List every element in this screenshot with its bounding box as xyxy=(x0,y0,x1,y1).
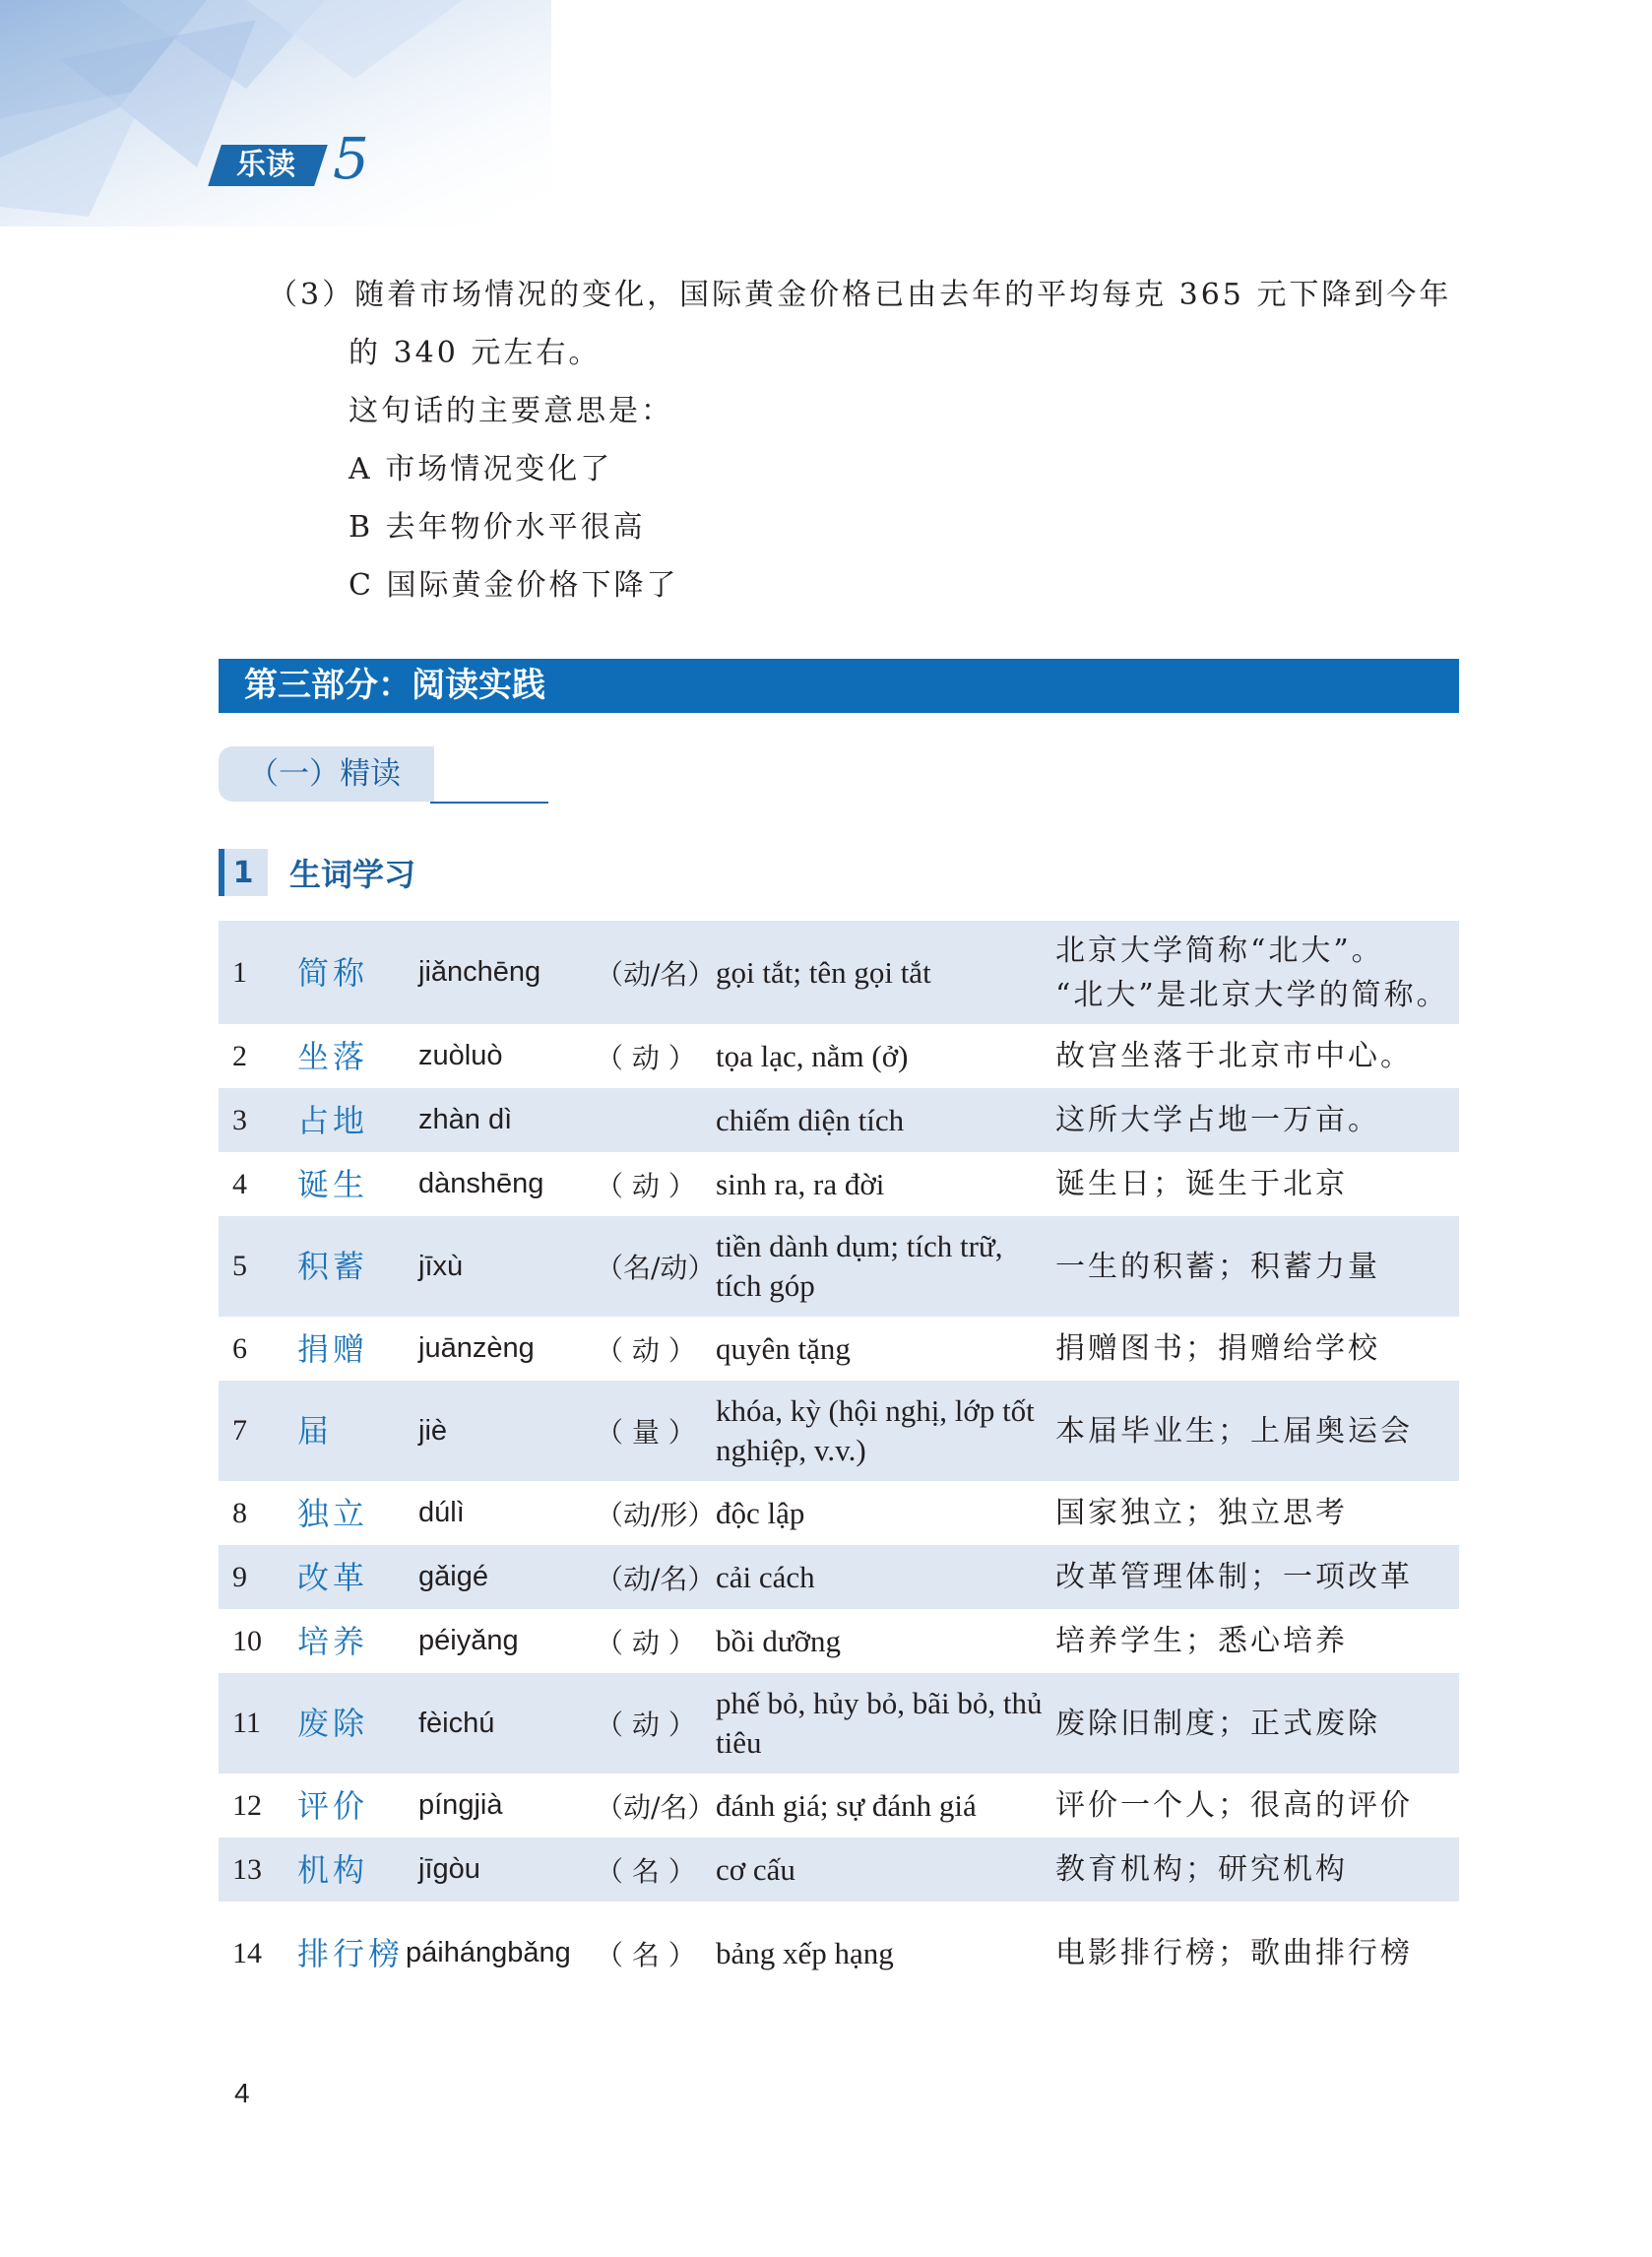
vocab-meaning: bồi dưỡng xyxy=(716,1623,842,1658)
vocab-row xyxy=(219,1545,1459,1609)
vocab-num: 3 xyxy=(232,1103,247,1136)
question-line-1 xyxy=(268,266,1479,324)
vocab-num: 14 xyxy=(232,1936,262,1969)
vocab-num: 1 xyxy=(232,955,247,989)
vocab-pos: （ 动 ） xyxy=(596,1041,696,1074)
heading-title: 生词学习 xyxy=(289,856,416,893)
section-title: 第三部分：阅读实践 xyxy=(219,659,1459,713)
vocab-word: 诞生 xyxy=(297,1165,369,1203)
vocab-num: 11 xyxy=(232,1707,261,1739)
vocab-pos: （ 量 ） xyxy=(596,1416,696,1449)
vocab-meaning: cải cách xyxy=(716,1559,815,1594)
vocab-meaning: cơ cấu xyxy=(716,1851,795,1887)
vocab-word: 简称 xyxy=(297,953,369,992)
vocab-table xyxy=(219,921,1459,2005)
vocab-example: 培养学生；悉心培养 xyxy=(1055,1624,1348,1658)
vocab-meaning: quyên tặng xyxy=(716,1330,851,1366)
page-number: 4 xyxy=(234,2078,250,2108)
question-number: （3） xyxy=(268,278,355,312)
vocab-word: 坐落 xyxy=(297,1037,369,1075)
question-block xyxy=(268,266,1479,614)
vocab-row xyxy=(219,1381,1459,1481)
vocab-pinyin: páihángbǎng xyxy=(406,1937,571,1968)
vocab-pos: （名/动） xyxy=(596,1252,716,1284)
vocab-row xyxy=(219,921,1459,1024)
vocab-word: 评价 xyxy=(297,1786,369,1825)
vocab-pinyin: zuòluò xyxy=(418,1040,503,1071)
vocab-num: 4 xyxy=(232,1167,247,1200)
vocab-num: 2 xyxy=(232,1039,247,1072)
vocab-pinyin: dànshēng xyxy=(418,1168,544,1199)
vocab-word: 独立 xyxy=(297,1494,369,1532)
vocab-num: 6 xyxy=(232,1331,247,1365)
vocab-example: 电影排行榜；歌曲排行榜 xyxy=(1055,1936,1413,1970)
corner-decoration xyxy=(0,0,551,226)
vocab-row xyxy=(219,1317,1459,1381)
vocab-example: 国家独立；独立思考 xyxy=(1055,1496,1348,1530)
vocab-pinyin: péiyǎng xyxy=(418,1625,519,1656)
vocab-word: 改革 xyxy=(297,1558,369,1596)
vocab-pos: （ 动 ） xyxy=(596,1626,696,1659)
vocab-word: 废除 xyxy=(297,1705,369,1742)
vocab-pinyin: juānzèng xyxy=(418,1332,535,1364)
vocab-meaning: phế bỏ, hủy bỏ, bãi bỏ, thủ tiêu xyxy=(716,1686,1043,1760)
vocab-row xyxy=(219,1609,1459,1673)
option-a: A 市场情况变化了 xyxy=(349,452,613,486)
vocab-num: 10 xyxy=(232,1624,262,1657)
vocab-row xyxy=(219,1902,1459,2005)
vocab-heading xyxy=(219,849,415,896)
vocab-word: 培养 xyxy=(297,1622,369,1660)
subsection-underline xyxy=(430,802,548,804)
vocab-pos: （ 动 ） xyxy=(596,1709,696,1741)
vocab-pos: （ 动 ） xyxy=(596,1333,696,1367)
vocab-row xyxy=(219,1152,1459,1216)
vocab-pinyin: jīxù xyxy=(418,1250,464,1282)
vocab-row xyxy=(219,1088,1459,1152)
vocab-word: 机构 xyxy=(297,1850,369,1889)
vocab-example: 评价一个人；很高的评价 xyxy=(1055,1788,1413,1823)
vocab-pos: （动/名） xyxy=(596,1790,716,1824)
vocab-pinyin: jīgòu xyxy=(418,1853,480,1885)
vocab-example: 捐赠图书；捐赠给学校 xyxy=(1055,1331,1380,1366)
vocab-meaning: sinh ra, ra đời xyxy=(716,1166,885,1201)
vocab-meaning: tiền dành dụm; tích trữ, tích góp xyxy=(716,1229,1003,1303)
vocab-pos: （ 动 ） xyxy=(596,1169,696,1202)
vocab-meaning: chiếm diện tích xyxy=(716,1102,905,1137)
vocab-num: 5 xyxy=(232,1250,247,1282)
vocab-example: 一生的积蓄；积蓄力量 xyxy=(1055,1249,1380,1284)
question-prompt: 这句话的主要意思是： xyxy=(349,394,673,428)
chapter-tag xyxy=(215,125,369,192)
option-c: C 国际黄金价格下降了 xyxy=(349,568,679,603)
vocab-pinyin: jiè xyxy=(418,1414,448,1447)
vocab-example xyxy=(1055,929,1459,1017)
vocab-row xyxy=(219,1481,1459,1545)
subsection-heading xyxy=(219,746,434,802)
chapter-number: 5 xyxy=(333,125,369,192)
vocab-pos: （动/名） xyxy=(596,1562,716,1595)
vocab-example: 教育机构；研究机构 xyxy=(1055,1852,1348,1887)
vocab-pinyin: gǎigé xyxy=(418,1561,488,1592)
vocab-row xyxy=(219,1773,1459,1838)
vocab-pos: （ 名 ） xyxy=(596,1938,696,1971)
vocab-pinyin: fèichú xyxy=(418,1707,495,1739)
chapter-label-pill xyxy=(208,145,328,186)
vocab-pos: （ 名 ） xyxy=(596,1854,696,1888)
vocab-example-line: 北京大学简称“北大”。 xyxy=(1055,933,1384,968)
vocab-example: 本届毕业生；上届奥运会 xyxy=(1055,1413,1413,1449)
vocab-num: 7 xyxy=(232,1414,247,1447)
subsection-title: （一）精读 xyxy=(219,746,434,802)
vocab-pinyin: zhàn dì xyxy=(418,1104,513,1135)
vocab-word: 捐赠 xyxy=(297,1329,369,1368)
vocab-num: 12 xyxy=(232,1788,262,1822)
question-text-1: 随着市场情况的变化，国际黄金价格已由去年的平均每克 365 元下降到今年 xyxy=(354,278,1452,312)
vocab-row xyxy=(219,1838,1459,1902)
vocab-example: 诞生日；诞生于北京 xyxy=(1055,1167,1348,1201)
vocab-example: 改革管理体制；一项改革 xyxy=(1055,1560,1413,1594)
question-text-2: 的 340 元左右。 xyxy=(349,336,602,370)
vocab-word: 占地 xyxy=(297,1101,369,1139)
heading-number: 1 xyxy=(219,849,268,896)
vocab-meaning: bảng xếp hạng xyxy=(716,1935,894,1970)
vocab-row xyxy=(219,1216,1459,1317)
vocab-row xyxy=(219,1673,1459,1773)
vocab-pinyin: dúlì xyxy=(418,1497,465,1528)
vocab-pinyin: píngjià xyxy=(418,1789,503,1821)
vocab-pos: （动/名） xyxy=(596,957,716,991)
vocab-num: 9 xyxy=(232,1560,247,1593)
vocab-meaning: tọa lạc, nằm (ở) xyxy=(716,1038,909,1073)
vocab-example-line: “北大”是北京大学的简称。 xyxy=(1055,977,1449,1012)
vocab-pos: （动/形） xyxy=(596,1498,716,1531)
option-b: B 去年物价水平很高 xyxy=(349,510,646,545)
vocab-word: 积蓄 xyxy=(297,1248,369,1285)
vocab-pinyin: jiǎnchēng xyxy=(418,956,541,988)
chapter-label: 乐读 xyxy=(236,148,295,182)
vocab-num: 8 xyxy=(232,1496,247,1529)
vocab-word: 届 xyxy=(297,1412,334,1450)
vocab-example: 这所大学占地一万亩。 xyxy=(1055,1103,1380,1137)
vocab-example: 废除旧制度；正式废除 xyxy=(1055,1706,1380,1741)
vocab-meaning: gọi tắt; tên gọi tắt xyxy=(716,954,931,990)
vocab-meaning: đánh giá; sự đánh giá xyxy=(716,1787,977,1823)
vocab-meaning: độc lập xyxy=(716,1495,805,1530)
vocab-row xyxy=(219,1024,1459,1088)
vocab-example: 故宫坐落于北京市中心。 xyxy=(1055,1039,1413,1073)
vocab-word: 排行榜 xyxy=(297,1934,405,1972)
vocab-meaning: khóa, kỳ (hội nghị, lớp tốt nghiệp, v.v.) xyxy=(716,1393,1035,1467)
vocab-num: 13 xyxy=(232,1852,262,1886)
